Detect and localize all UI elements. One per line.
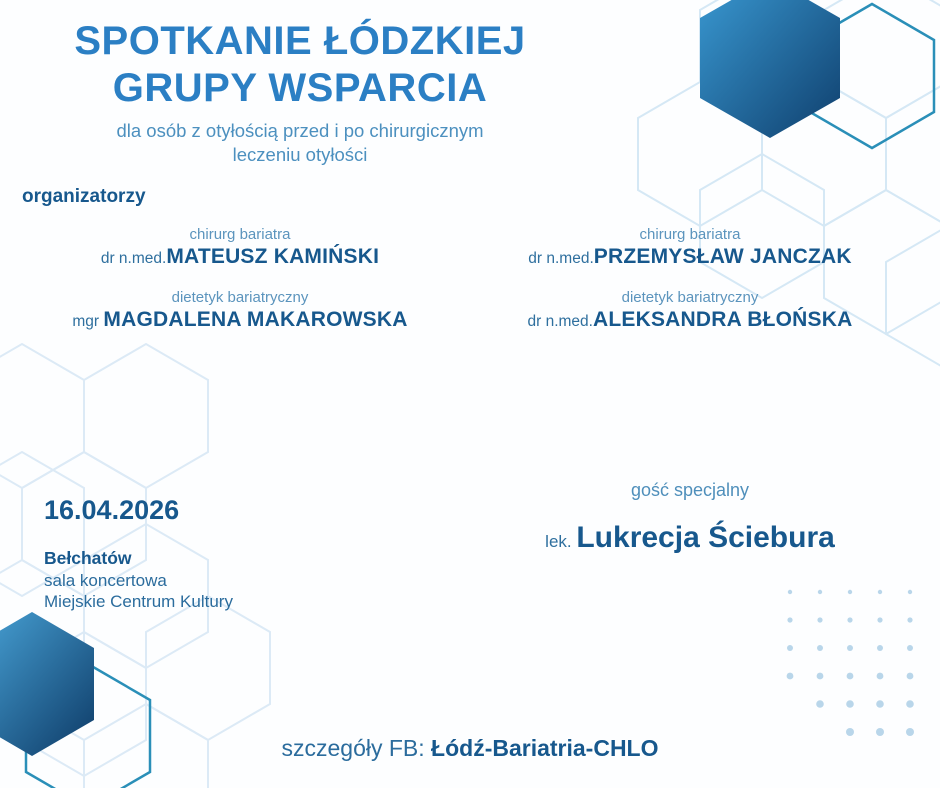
person-name: MATEUSZ KAMIŃSKI — [166, 245, 380, 268]
person-role: dietetyk bariatryczny — [171, 289, 309, 306]
venue-city: Bełchatów — [44, 548, 132, 568]
person-nameline — [10, 308, 470, 332]
title-line-2: GRUPY WSPARCIA — [112, 66, 488, 111]
person-prefix: dr n.med. — [527, 313, 593, 330]
subtitle-line-1: dla osób z otyłością przed i po chirurgicznym — [116, 120, 484, 142]
event-venue — [44, 548, 233, 612]
person-prefix: dr n.med. — [100, 250, 167, 267]
person-name: MAGDALENA MAKAROWSKA — [103, 308, 408, 331]
footer-details — [0, 735, 940, 762]
person-name: ALEKSANDRA BŁOŃSKA — [592, 308, 853, 331]
special-guest-nameline — [450, 521, 930, 555]
person-prefix: dr n.med. — [528, 250, 594, 267]
special-guest-label: gość specjalny — [630, 480, 750, 500]
person-entry — [450, 289, 930, 332]
person-entry — [10, 226, 470, 269]
title-line-1: SPOTKANIE ŁÓDZKIEJ — [74, 19, 526, 63]
venue-line-1: sala koncertowa — [44, 570, 167, 590]
subtitle-block — [0, 119, 600, 165]
special-guest-block — [450, 480, 930, 555]
person-name: PRZEMYSŁAW JANCZAK — [593, 245, 852, 268]
person-nameline — [10, 245, 470, 269]
person-role: chirurg bariatra — [189, 226, 291, 243]
person-entry — [10, 289, 470, 332]
special-guest-prefix: lek. — [545, 532, 577, 551]
facebook-page-name[interactable]: Łódź-Bariatria-CHLO — [431, 735, 659, 761]
person-role: dietetyk bariatryczny — [621, 289, 759, 306]
organizers-column-right — [450, 226, 930, 352]
person-nameline — [450, 245, 930, 269]
venue-line-2: Miejskie Centrum Kultury — [44, 592, 233, 612]
organizers-column-left — [10, 226, 470, 352]
person-prefix: mgr — [72, 313, 104, 330]
person-entry — [450, 226, 930, 269]
person-role: chirurg bariatra — [639, 226, 741, 243]
event-date: 16.04.2026 — [44, 495, 180, 525]
poster-title-block — [0, 18, 600, 166]
footer-prefix: szczegóły FB: — [281, 735, 432, 761]
special-guest-name: Lukrecja Ściebura — [576, 521, 835, 554]
subtitle-line-2: leczeniu otyłości — [232, 143, 368, 165]
person-nameline — [450, 308, 930, 332]
organizers-label: organizatorzy — [22, 186, 146, 207]
